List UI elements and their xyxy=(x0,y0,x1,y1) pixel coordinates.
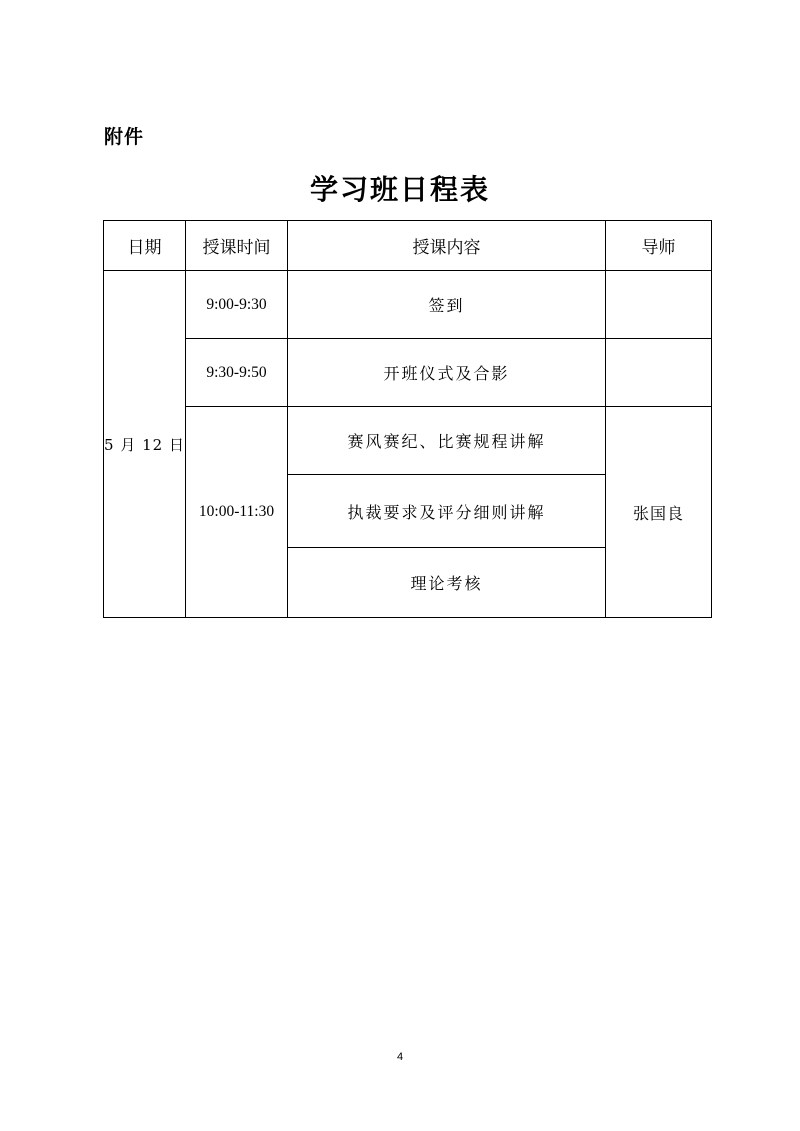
page-number: 4 xyxy=(396,1051,404,1063)
time-cell: 9:00-9:30 xyxy=(186,271,288,339)
time-cell: 10:00-11:30 xyxy=(186,407,288,618)
header-mentor: 导师 xyxy=(606,221,712,271)
mentor-cell-empty xyxy=(606,271,712,339)
table-row xyxy=(104,339,712,407)
content-cell: 理论考核 xyxy=(288,548,606,618)
header-time: 授课时间 xyxy=(186,221,288,271)
mentor-cell-empty xyxy=(606,339,712,407)
time-cell: 9:30-9:50 xyxy=(186,339,288,407)
header-content: 授课内容 xyxy=(288,221,606,271)
schedule-table xyxy=(103,220,712,618)
content-cell: 签到 xyxy=(288,271,606,339)
date-cell: 5 月 12 日 xyxy=(104,271,186,618)
table-row xyxy=(104,271,712,339)
attachment-label: 附件 xyxy=(104,126,145,148)
header-date: 日期 xyxy=(104,221,186,271)
table-header-row xyxy=(104,221,712,271)
mentor-cell: 张国良 xyxy=(606,407,712,618)
page-title: 学习班日程表 xyxy=(309,173,490,206)
content-cell: 执裁要求及评分细则讲解 xyxy=(288,475,606,548)
content-cell: 开班仪式及合影 xyxy=(288,339,606,407)
table-row xyxy=(104,407,712,475)
content-cell: 赛风赛纪、比赛规程讲解 xyxy=(288,407,606,475)
